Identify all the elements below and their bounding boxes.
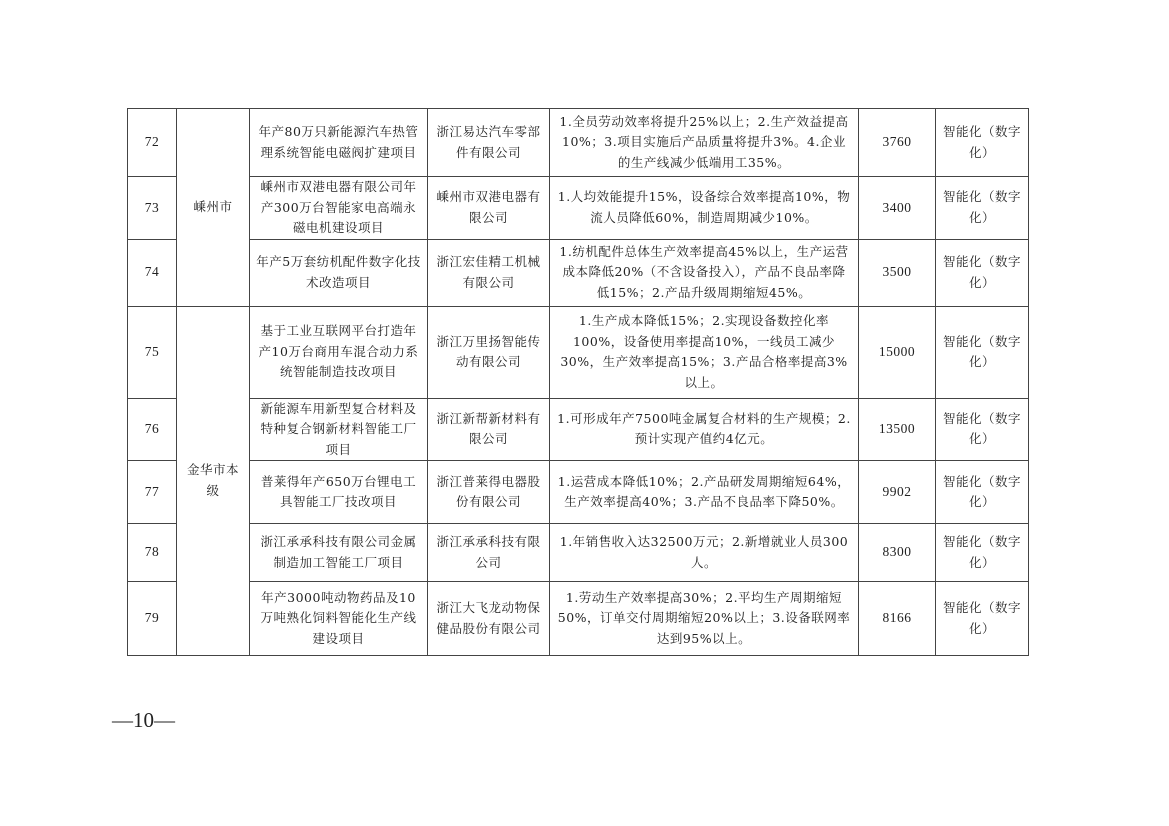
project-cell: 普莱得年产650万台锂电工具智能工厂技改项目	[250, 461, 428, 524]
type-cell: 智能化（数字化）	[936, 239, 1029, 306]
company-cell: 浙江宏佳精工机械有限公司	[428, 239, 550, 306]
project-cell: 嵊州市双港电器有限公司年产300万台智能家电高端永磁电机建设项目	[250, 177, 428, 240]
company-cell: 嵊州市双港电器有限公司	[428, 177, 550, 240]
investment-cell: 8300	[859, 524, 936, 582]
type-cell: 智能化（数字化）	[936, 461, 1029, 524]
investment-cell: 8166	[859, 582, 936, 656]
row-number: 73	[128, 177, 177, 240]
company-cell: 浙江普莱得电器股份有限公司	[428, 461, 550, 524]
page-number: —10—	[112, 708, 175, 732]
project-cell: 浙江承承科技有限公司金属制造加工智能工厂项目	[250, 524, 428, 582]
type-cell: 智能化（数字化）	[936, 582, 1029, 656]
table-row	[128, 582, 1029, 656]
benefit-cell: 1.生产成本降低15%；2.实现设备数控化率100%，设备使用率提高10%，一线员工减少30%，生产效率提高15%；3.产品合格率提高3%以上。	[550, 306, 859, 398]
benefit-cell: 1.可形成年产7500吨金属复合材料的生产规模；2.预计实现产值约4亿元。	[550, 398, 859, 461]
row-number: 78	[128, 524, 177, 582]
project-cell: 年产5万套纺机配件数字化技术改造项目	[250, 239, 428, 306]
project-cell: 基于工业互联网平台打造年产10万台商用车混合动力系统智能制造技改项目	[250, 306, 428, 398]
region-cell: 嵊州市	[177, 109, 250, 307]
type-cell: 智能化（数字化）	[936, 306, 1029, 398]
company-cell: 浙江万里扬智能传动有限公司	[428, 306, 550, 398]
benefit-cell: 1.人均效能提升15%，设备综合效率提高10%，物流人员降低60%，制造周期减少10%。	[550, 177, 859, 240]
investment-cell: 3500	[859, 239, 936, 306]
row-number: 79	[128, 582, 177, 656]
type-cell: 智能化（数字化）	[936, 177, 1029, 240]
company-cell: 浙江易达汽车零部件有限公司	[428, 109, 550, 177]
project-cell: 新能源车用新型复合材料及特种复合钢新材料智能工厂项目	[250, 398, 428, 461]
investment-cell: 15000	[859, 306, 936, 398]
row-number: 74	[128, 239, 177, 306]
region-cell: 金华市本级	[177, 306, 250, 656]
benefit-cell: 1.全员劳动效率将提升25%以上；2.生产效益提高10%；3.项目实施后产品质量将提升3%。4.企业的生产线减少低端用工35%。	[550, 109, 859, 177]
table-row	[128, 398, 1029, 461]
benefit-cell: 1.纺机配件总体生产效率提高45%以上，生产运营成本降低20%（不含设备投入），产品不良品率降低15%；2.产品升级周期缩短45%。	[550, 239, 859, 306]
table-row	[128, 239, 1029, 306]
project-cell: 年产3000吨动物药品及10万吨熟化饲料智能化生产线建设项目	[250, 582, 428, 656]
row-number: 76	[128, 398, 177, 461]
investment-cell: 9902	[859, 461, 936, 524]
table-row	[128, 177, 1029, 240]
type-cell: 智能化（数字化）	[936, 109, 1029, 177]
investment-cell: 3400	[859, 177, 936, 240]
table-row	[128, 524, 1029, 582]
benefit-cell: 1.劳动生产效率提高30%；2.平均生产周期缩短50%，订单交付周期缩短20%以上；3.设备联网率达到95%以上。	[550, 582, 859, 656]
benefit-cell: 1.运营成本降低10%；2.产品研发周期缩短64%，生产效率提高40%；3.产品不良品率下降50%。	[550, 461, 859, 524]
benefit-cell: 1.年销售收入达32500万元；2.新增就业人员300人。	[550, 524, 859, 582]
project-cell: 年产80万只新能源汽车热管理系统智能电磁阀扩建项目	[250, 109, 428, 177]
table-row	[128, 109, 1029, 177]
row-number: 75	[128, 306, 177, 398]
company-cell: 浙江大飞龙动物保健品股份有限公司	[428, 582, 550, 656]
project-table	[127, 108, 1029, 656]
row-number: 72	[128, 109, 177, 177]
company-cell: 浙江承承科技有限公司	[428, 524, 550, 582]
row-number: 77	[128, 461, 177, 524]
type-cell: 智能化（数字化）	[936, 524, 1029, 582]
investment-cell: 3760	[859, 109, 936, 177]
type-cell: 智能化（数字化）	[936, 398, 1029, 461]
company-cell: 浙江新帮新材料有限公司	[428, 398, 550, 461]
table-row	[128, 306, 1029, 398]
table-row	[128, 461, 1029, 524]
investment-cell: 13500	[859, 398, 936, 461]
